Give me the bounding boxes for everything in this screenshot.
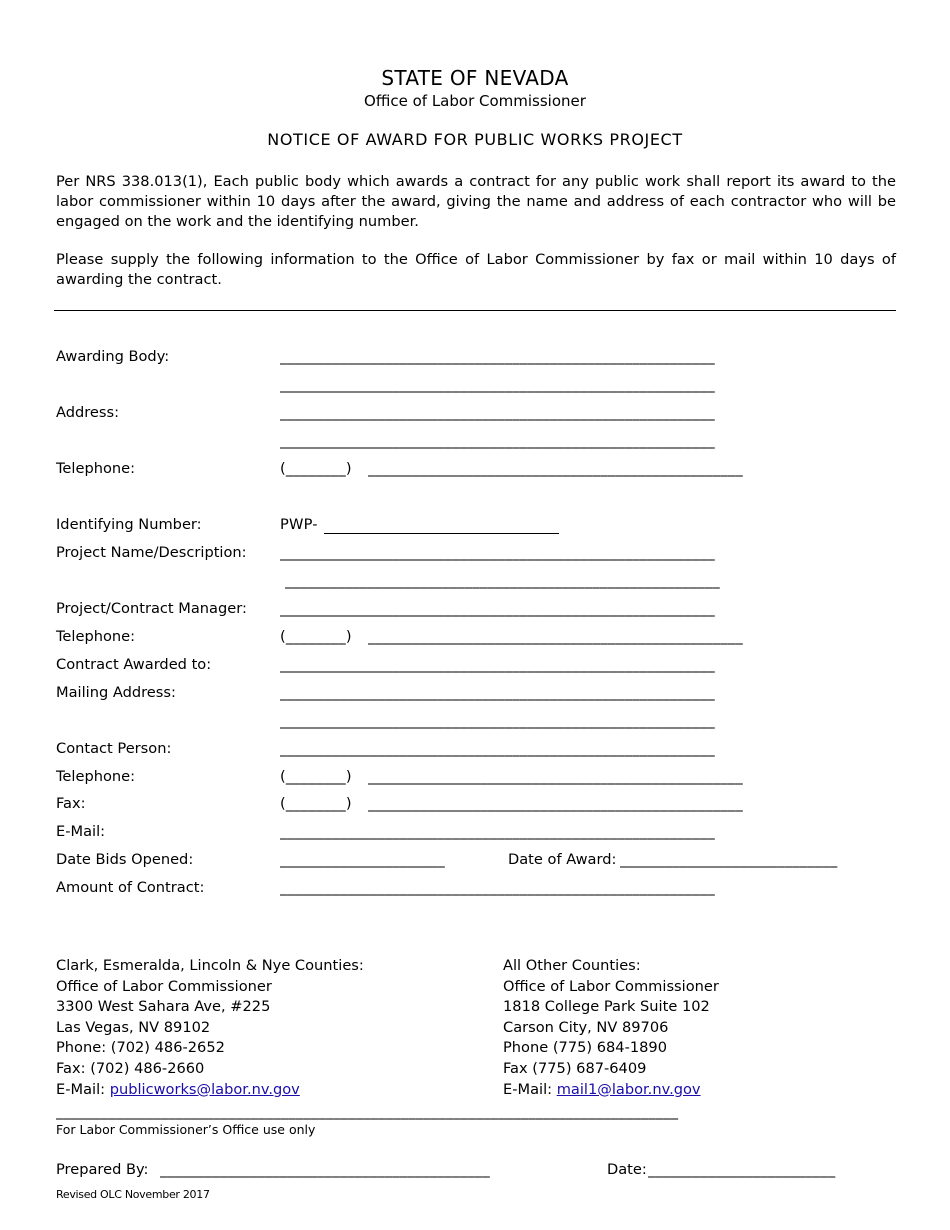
office-north-phone: Phone (775) 684-1890	[503, 1039, 667, 1057]
header-divider	[54, 310, 896, 311]
project-manager-label: Project/Contract Manager:	[56, 600, 247, 617]
office-south-fax: Fax: (702) 486-2660	[56, 1059, 205, 1077]
awarding-body-label: Awarding Body:	[56, 348, 170, 365]
amount-of-contract-label: Amount of Contract:	[56, 879, 205, 896]
office-north-name: Office of Labor Commissioner	[503, 977, 719, 995]
address-label: Address:	[56, 404, 120, 421]
office-north-city: Carson City, NV 89706	[503, 1018, 669, 1036]
awarding-body-field[interactable]: __________________________________________________________	[280, 348, 715, 365]
email-field[interactable]: __________________________________________________________	[280, 823, 715, 840]
telephone-label: Telephone:	[56, 460, 136, 477]
identifying-number-field[interactable]	[324, 533, 559, 534]
pwp-prefix: PWP-	[280, 516, 318, 533]
office-south-name: Office of Labor Commissioner	[56, 977, 272, 995]
identifying-number-label: Identifying Number:	[56, 516, 202, 533]
telephone-field[interactable]: __________________________________________________	[368, 460, 743, 477]
office-south-street: 3300 West Sahara Ave, #225	[56, 998, 271, 1016]
date-bids-opened-field[interactable]: ______________________	[280, 851, 445, 868]
office-north-block	[503, 956, 719, 1100]
office-south-phone: Phone: (702) 486-2652	[56, 1039, 225, 1057]
office-south-email-row	[56, 1080, 364, 1101]
manager-telephone-area-code[interactable]: (________)	[280, 628, 352, 645]
date-bids-opened-label: Date Bids Opened:	[56, 851, 194, 868]
contact-person-label: Contact Person:	[56, 740, 172, 757]
prepared-by-field[interactable]: ____________________________________________	[160, 1161, 490, 1178]
prepared-date-label: Date:	[607, 1161, 647, 1178]
contract-awarded-label: Contract Awarded to:	[56, 656, 212, 673]
address-field-1[interactable]: __________________________________________________________	[280, 404, 715, 421]
contact-telephone-field[interactable]: __________________________________________________	[368, 768, 743, 785]
fax-label: Fax:	[56, 795, 86, 812]
office-use-note: For Labor Commissioner’s Office use only	[56, 1122, 316, 1137]
manager-telephone-label: Telephone:	[56, 628, 136, 645]
project-name-field-2[interactable]: __________________________________________________________	[285, 572, 720, 589]
prepared-date-field[interactable]: _________________________	[648, 1161, 836, 1178]
project-name-field-1[interactable]: __________________________________________________________	[280, 544, 715, 561]
mailing-address-label: Mailing Address:	[56, 684, 176, 701]
address-field-2[interactable]: __________________________________________________________	[280, 432, 715, 449]
office-north-street: 1818 College Park Suite 102	[503, 998, 710, 1016]
fax-area-code[interactable]: (________)	[280, 795, 352, 812]
state-title: STATE OF NEVADA	[381, 66, 569, 90]
contact-person-field[interactable]: __________________________________________________________	[280, 740, 715, 757]
office-south-block	[56, 956, 364, 1100]
office-subtitle: Office of Labor Commissioner	[364, 92, 586, 110]
footer-separator: ___________________________________________________________________________________	[56, 1103, 679, 1120]
office-south-email-link[interactable]: publicworks@labor.nv.gov	[109, 1080, 300, 1098]
date-of-award-field[interactable]: _____________________________	[620, 851, 838, 868]
intro-paragraph-2: Please supply the following information to the Office of Labor Commissioner by fax or mail within 10 days of awarding the contract.	[56, 251, 896, 288]
contact-telephone-label: Telephone:	[56, 768, 136, 785]
project-manager-field[interactable]: __________________________________________________________	[280, 600, 715, 617]
email-label: E-Mail:	[56, 823, 106, 840]
prepared-by-label: Prepared By:	[56, 1161, 149, 1178]
intro-paragraph-1: Per NRS 338.013(1), Each public body which awards a contract for any public work shall report its award to the labor commissioner within 10 days after the award, giving the name and address of each contractor who will be engaged on the work and the identifying number.	[56, 173, 896, 230]
office-south-counties: Clark, Esmeralda, Lincoln & Nye Counties:	[56, 957, 364, 974]
office-south-city: Las Vegas, NV 89102	[56, 1018, 211, 1036]
office-north-email-label: E-Mail:	[503, 1080, 557, 1098]
form-title: NOTICE OF AWARD FOR PUBLIC WORKS PROJECT	[267, 130, 683, 149]
telephone-area-code[interactable]: (________)	[280, 460, 352, 477]
revision-note: Revised OLC November 2017	[56, 1188, 210, 1201]
date-of-award-label: Date of Award:	[508, 851, 617, 868]
office-north-counties: All Other Counties:	[503, 957, 641, 974]
amount-of-contract-field[interactable]: __________________________________________________________	[280, 879, 715, 896]
manager-telephone-field[interactable]: __________________________________________________	[368, 628, 743, 645]
contract-awarded-field[interactable]: __________________________________________________________	[280, 656, 715, 673]
office-north-fax: Fax (775) 687-6409	[503, 1059, 647, 1077]
fax-field[interactable]: __________________________________________________	[368, 795, 743, 812]
awarding-body-field-2[interactable]: __________________________________________________________	[280, 376, 715, 393]
mailing-address-field-1[interactable]: __________________________________________________________	[280, 684, 715, 701]
mailing-address-field-2[interactable]: __________________________________________________________	[280, 712, 715, 729]
office-north-email-row	[503, 1080, 719, 1101]
contact-telephone-area-code[interactable]: (________)	[280, 768, 352, 785]
office-north-email-link[interactable]: mail1@labor.nv.gov	[556, 1080, 701, 1098]
project-name-label: Project Name/Description:	[56, 544, 247, 561]
office-south-email-label: E-Mail:	[56, 1080, 110, 1098]
